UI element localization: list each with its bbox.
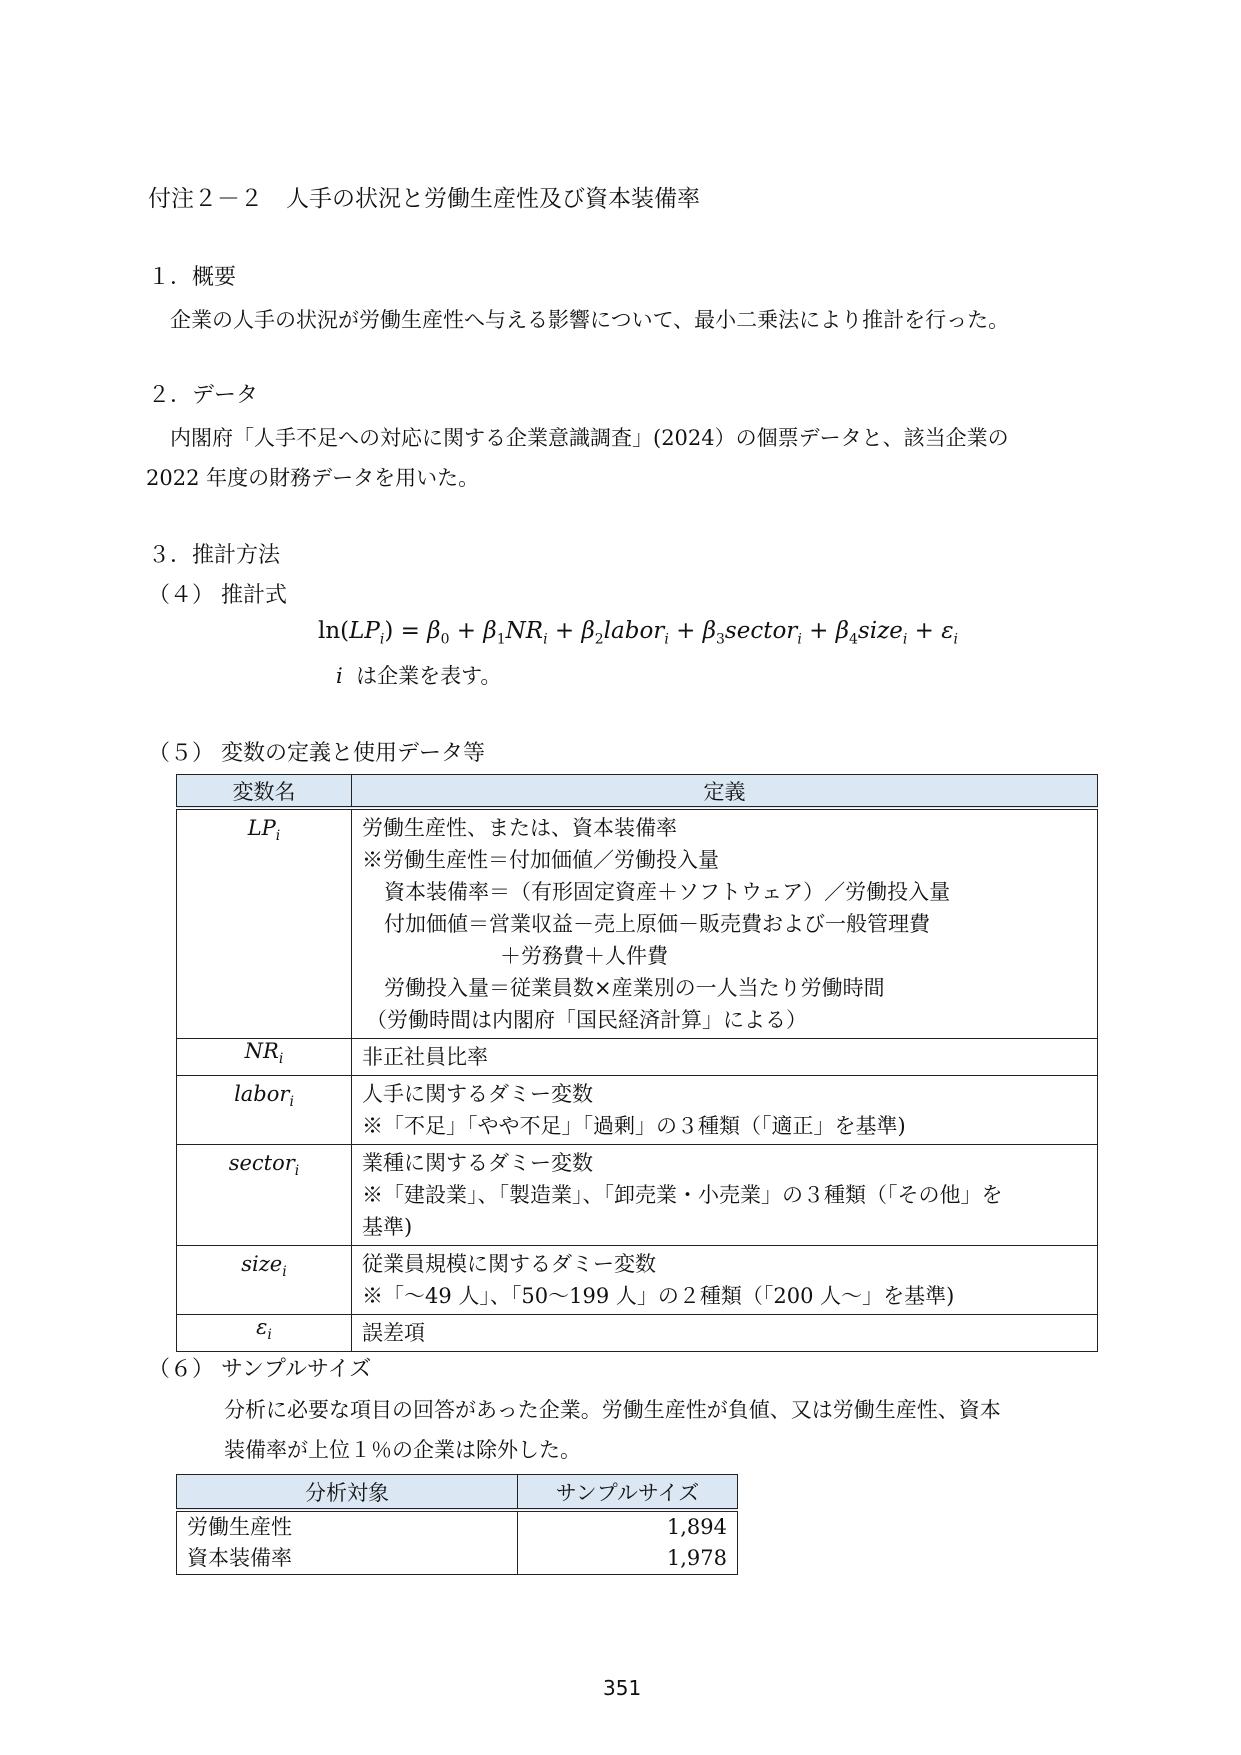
section-overview-heading: １．概要 (148, 265, 237, 290)
definition-line: ※労働生産性＝付加価値／労働投入量 (362, 848, 719, 872)
formula-note-text: は企業を表す。 (356, 664, 502, 688)
definition-line: 人手に関するダミー変数 (362, 1082, 593, 1106)
definition-line: 資本装備率＝（有形固定資産＋ソフトウェア）／労働投入量 (384, 880, 951, 904)
definition-line: 業種に関するダミー変数 (362, 1151, 593, 1175)
variable-name-labor: labor$_i$ (177, 1076, 352, 1145)
variable-name-size: size$_i$ (177, 1246, 352, 1315)
variable-definition-nr (352, 1039, 1098, 1076)
definition-line: （労働時間は内閣府「国民経済計算」による） (366, 1008, 807, 1032)
sample-description-line1: 分析に必要な項目の回答があった企業。労働生産性が負値、又は労働生産性、資本 (224, 1398, 1001, 1422)
sample-target-cell: 資本装備率 (177, 1543, 518, 1575)
table-row (177, 808, 1098, 1039)
definition-line: 労働生産性、または、資本装備率 (362, 816, 677, 840)
variable-definition-sector (352, 1145, 1098, 1246)
table-row (177, 1039, 1098, 1076)
definition-line: ＋労務費＋人件費 (500, 944, 668, 968)
sample-size-cell: 1,978 (518, 1543, 738, 1575)
table-row (177, 1510, 738, 1543)
definition-line: 労働投入量＝従業員数×産業別の一人当たり労働時間 (384, 976, 885, 1000)
definition-line: ※「建設業」、「製造業」、「卸売業・小売業」の３種類（「その他」を (362, 1183, 1003, 1207)
page-title: 付注２－２ 人手の状況と労働生産性及び資本装備率 (148, 186, 700, 212)
column-header-sample-size: サンプルサイズ (518, 1475, 738, 1511)
variable-name-lp: $LP_i$ (177, 808, 352, 1039)
sample-target-cell: 労働生産性 (177, 1510, 518, 1543)
subsection-sample-heading: （６） サンプルサイズ (148, 1357, 372, 1382)
subsection-formula-heading: （４） 推計式 (148, 583, 287, 608)
section-overview-text: 企業の人手の状況が労働生産性へ与える影響について、最小二乗法により推計を行った。 (170, 308, 1010, 332)
variable-name-nr: $NR_i$ (177, 1039, 352, 1076)
section-method-heading: ３．推計方法 (148, 543, 281, 568)
subsection-variables-heading: （５） 変数の定義と使用データ等 (148, 741, 485, 766)
definition-line: 付加価値＝営業収益－売上原価－販売費および一般管理費 (384, 912, 930, 936)
sample-description-line2: 装備率が上位１％の企業は除外した。 (224, 1438, 581, 1462)
section-data-heading: ２．データ (148, 383, 259, 408)
column-header-variable: 変数名 (177, 775, 352, 809)
page-number: 351 (603, 1676, 642, 1700)
variable-definition-size (352, 1246, 1098, 1315)
section-data-text-line2: 2022 年度の財務データを用いた。 (146, 466, 480, 490)
table-header-row (177, 775, 1098, 809)
sample-size-cell: 1,894 (518, 1510, 738, 1543)
variable-name-epsilon: $\varepsilon_i$ (177, 1315, 352, 1352)
table-row (177, 1315, 1098, 1352)
variable-definition-epsilon (352, 1315, 1098, 1352)
table-row (177, 1246, 1098, 1315)
definition-line: ※「不足」「やや不足」「過剰」の３種類（「適正」を基準) (362, 1114, 906, 1138)
regression-formula: $\ln(LP_i) = \beta_0 + \beta_1NR_i$ + $\beta_2labor_i$ + $\beta_3sector_i$ + $\beta_4size_i + \varepsilon_i$ (318, 618, 959, 648)
definition-line: 基準) (362, 1215, 413, 1239)
variable-definition-labor (352, 1076, 1098, 1145)
definition-line: 誤差項 (362, 1321, 425, 1345)
table-row (177, 1076, 1098, 1145)
definition-line: 非正社員比率 (362, 1045, 488, 1069)
variables-table (176, 774, 1098, 1352)
definition-line: ※「～49 人」、「50～199 人」の２種類（「200 人～」を基準) (362, 1284, 955, 1308)
column-header-target: 分析対象 (177, 1475, 518, 1511)
variable-definition-lp (352, 808, 1098, 1039)
formula-note: i は企業を表す。 (336, 664, 502, 688)
table-header-row (177, 1475, 738, 1511)
table-row (177, 1145, 1098, 1246)
column-header-definition: 定義 (352, 775, 1098, 809)
sample-size-table (176, 1474, 738, 1575)
definition-line: 従業員規模に関するダミー変数 (362, 1252, 656, 1276)
table-row (177, 1543, 738, 1575)
variable-name-sector: sector$_i$ (177, 1145, 352, 1246)
section-data-text-line1: 内閣府「人手不足への対応に関する企業意識調査」(2024）の個票データと、該当企業の (170, 426, 1009, 450)
